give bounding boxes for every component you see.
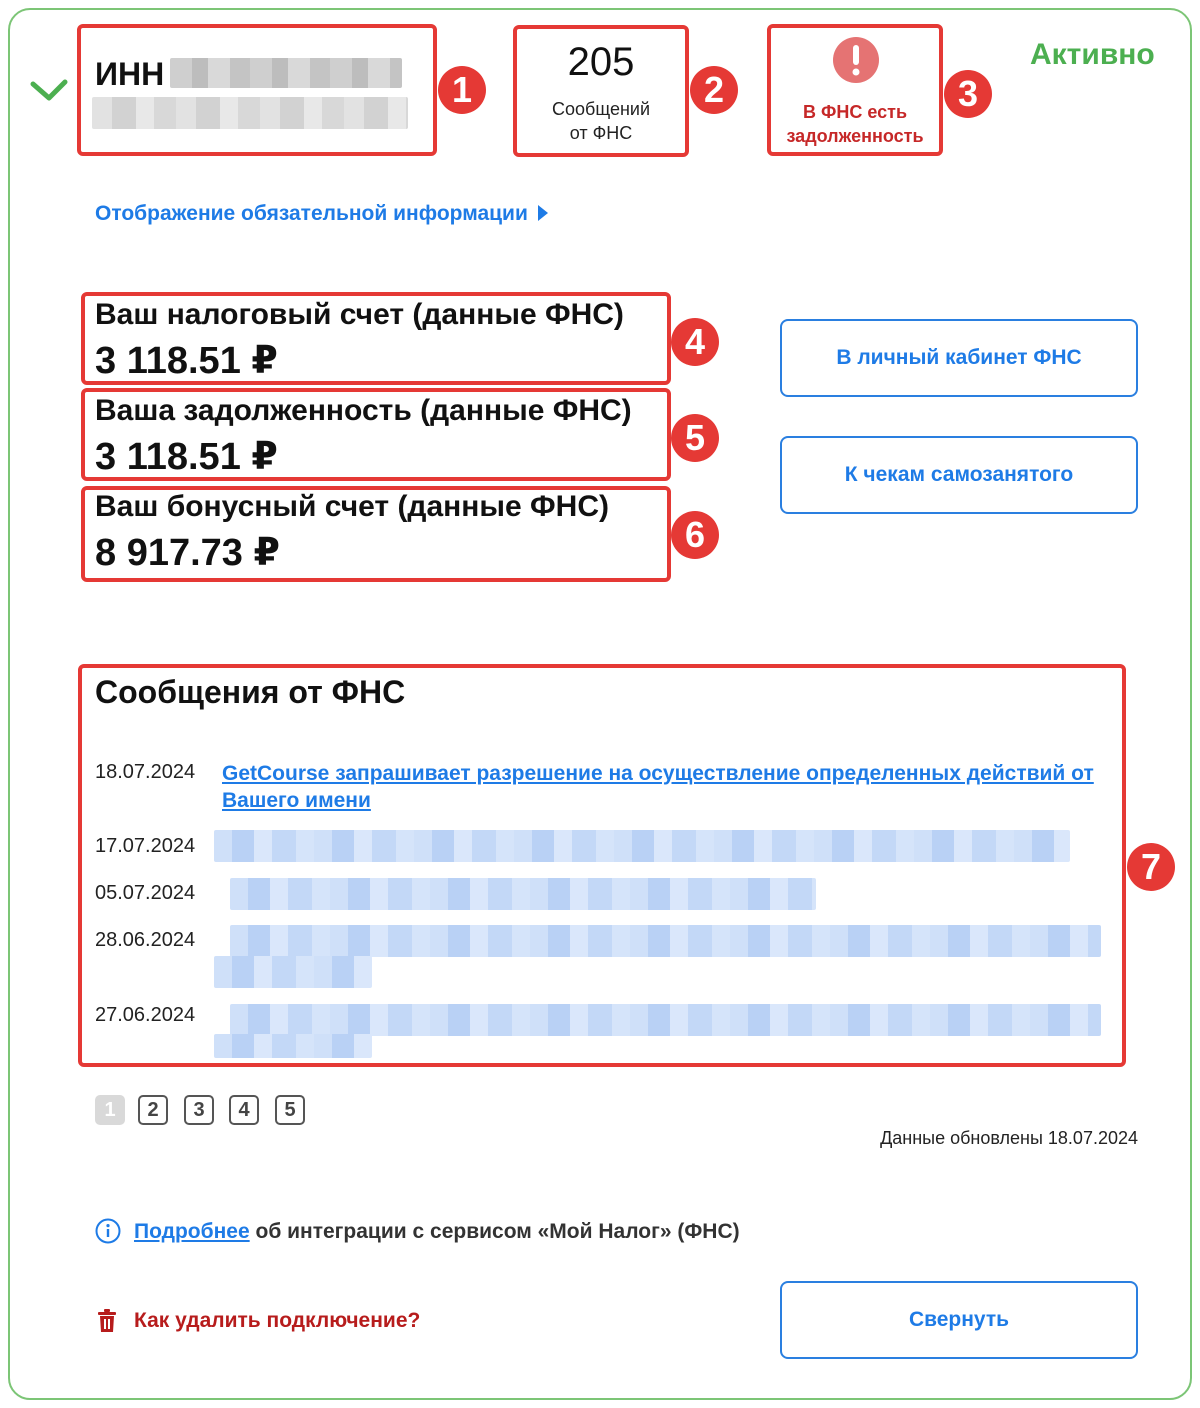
triangle-right-icon (538, 205, 548, 221)
page-button-3[interactable]: 3 (184, 1095, 214, 1125)
delete-connection-link[interactable]: Как удалить подключение? (134, 1309, 421, 1332)
message-date: 17.07.2024 (95, 835, 196, 857)
message-link[interactable]: GetCourse запрашивает разрешение на осуществление определенных действий от Вашего имени (222, 762, 1094, 812)
message-link-redacted[interactable] (230, 1004, 1101, 1036)
mandatory-info-link-label: Отображение обязательной информации (95, 202, 528, 225)
annotation-badge-5: 5 (671, 414, 719, 462)
message-link-redacted[interactable] (214, 1034, 372, 1058)
fns-cabinet-button[interactable]: В личный кабинет ФНС (780, 319, 1138, 397)
messages-count: 205 (567, 40, 635, 84)
message-date: 28.06.2024 (95, 929, 196, 951)
collapse-button[interactable]: Свернуть (780, 1281, 1138, 1359)
message-link-redacted[interactable] (230, 925, 1101, 957)
message-date: 05.07.2024 (95, 882, 196, 904)
messages-count-label-line1: Сообщений (552, 99, 650, 119)
mandatory-info-link[interactable] (95, 202, 548, 226)
info-circle-icon (95, 1218, 121, 1244)
debt-warning-line1: В ФНС есть (802, 102, 908, 122)
page-button-4[interactable]: 4 (229, 1095, 259, 1125)
integration-info (134, 1220, 740, 1244)
message-link-redacted[interactable] (230, 878, 816, 910)
message-date: 18.07.2024 (95, 761, 196, 783)
debt-title: Ваша задолженность (данные ФНС) (95, 394, 632, 427)
annotation-badge-1: 1 (438, 66, 486, 114)
annotation-badge-7: 7 (1127, 843, 1175, 891)
tax-account-title: Ваш налоговый счет (данные ФНС) (95, 298, 624, 331)
annotation-badge-6: 6 (671, 511, 719, 559)
inn-label: ИНН (95, 56, 165, 92)
bonus-account-title: Ваш бонусный счет (данные ФНС) (95, 490, 609, 523)
debt-value: 3 118.51 ₽ (95, 436, 278, 478)
page-button-2[interactable]: 2 (138, 1095, 168, 1125)
messages-title: Сообщения от ФНС (95, 674, 406, 710)
debt-warning-line2: задолженность (786, 126, 924, 146)
messages-count-label (516, 97, 686, 145)
message-date: 27.06.2024 (95, 1004, 196, 1026)
bonus-account-value: 8 917.73 ₽ (95, 532, 280, 574)
integration-info-text: об интеграции с сервисом «Мой Налог» (ФНС) (249, 1220, 740, 1243)
data-updated-timestamp: Данные обновлены 18.07.2024 (880, 1128, 1138, 1148)
message-link-redacted[interactable] (214, 956, 372, 988)
message-link-redacted[interactable] (214, 830, 1070, 862)
annotation-badge-4: 4 (671, 318, 719, 366)
self-employed-receipts-button[interactable]: К чекам самозанятого (780, 436, 1138, 514)
trash-icon (97, 1309, 117, 1333)
page-button-1[interactable]: 1 (95, 1095, 125, 1125)
status-badge: Активно (1030, 38, 1155, 71)
messages-count-label-line2: от ФНС (569, 123, 633, 143)
integration-details-link[interactable]: Подробнее (134, 1220, 250, 1243)
inn-number-redacted (170, 58, 402, 88)
annotation-badge-2: 2 (690, 66, 738, 114)
tax-account-value: 3 118.51 ₽ (95, 340, 278, 382)
taxpayer-name-redacted (92, 97, 408, 129)
check-icon (30, 78, 68, 102)
warning-circle-icon (832, 36, 880, 84)
annotation-badge-3: 3 (944, 70, 992, 118)
page-button-5[interactable]: 5 (275, 1095, 305, 1125)
debt-warning-text (770, 100, 940, 148)
